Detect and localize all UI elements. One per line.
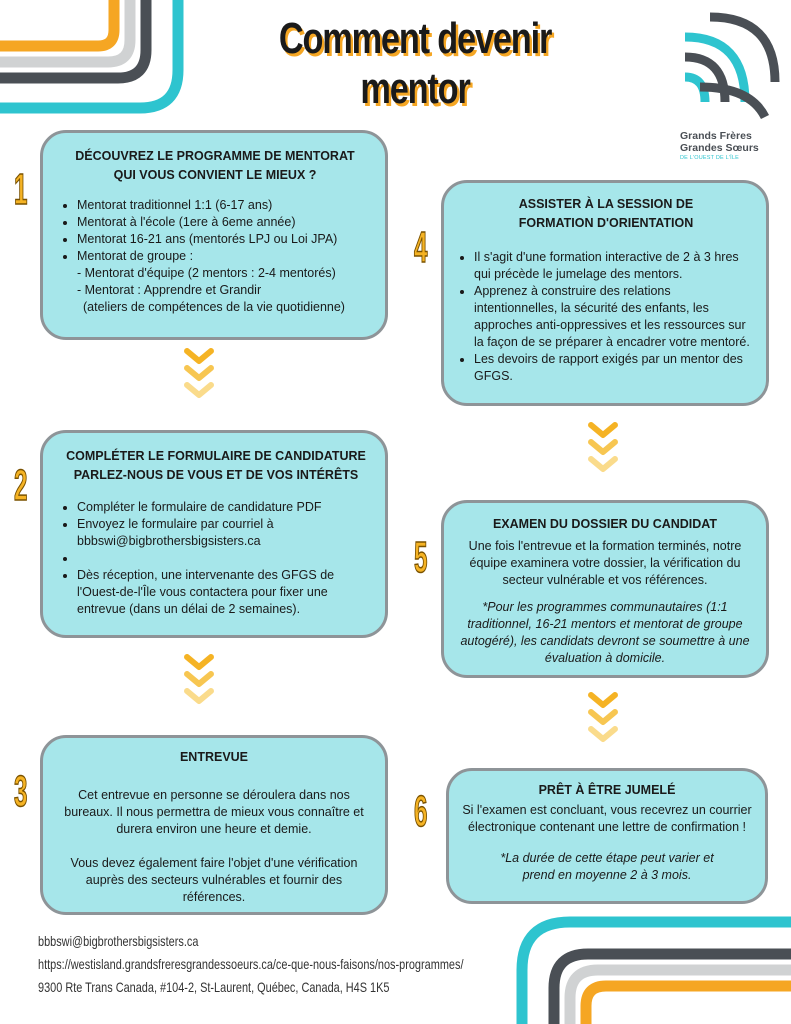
step-4-bullets [456,249,756,385]
step-box-6 [446,768,768,904]
list-item: • Dès réception, une intervenante des GFGS de l'Ouest-de-l'Île vous contactera pour fixer une entrevue (dans un délai de 2 semaines). [77,567,373,618]
chevron-down-icon [586,420,620,476]
step-box-4 [441,180,769,406]
page-title: Comment devenir mentor [278,14,552,113]
organization-logo-icon [680,12,780,122]
footer-address: 9300 Rte Trans Canada, #104-2, St-Laurent, Québec, Canada, H4S 1K5 [38,979,390,995]
step-3-title: ENTREVUE [179,750,249,764]
step-number-3: 3 [14,767,28,816]
footer-contact [38,930,518,999]
list-item: • Mentorat traditionnel 1:1 (6-17 ans) [77,197,371,214]
chevron-down-icon [586,690,620,746]
list-item: • Il s'agit d'une formation interactive de 2 à 3 hres qui précède le jumelage des mentors. [474,249,756,283]
step-number-2: 2 [14,461,28,510]
step-number-5: 5 [414,533,428,582]
step-number-6: 6 [414,787,428,836]
step-6-paragraph-1: Si l'examen est concluant, vous recevrez un courrier électronique contenant une lettre de confirmation ! [462,803,752,834]
footer-email[interactable]: bbbswi@bigbrothersbigsisters.ca [38,933,199,949]
step-2-bullets [59,499,373,618]
list-item: • Mentorat à l'école (1ere à 6eme année) [77,214,371,231]
step-number-1: 1 [14,165,28,214]
chevron-down-icon [182,652,216,708]
step-1-bullets [59,197,371,265]
step-box-3 [40,735,388,915]
list-item: • Les devoirs de rapport exigés par un mentor des GFGS. [474,351,756,385]
list-item: • Mentorat 16-21 ans (mentorés LPJ ou Loi JPA) [77,231,371,248]
step-number-4: 4 [414,223,428,272]
top-left-stripes-decoration [0,0,190,120]
sub-item: - Mentorat : Apprendre et Grandir [77,283,262,297]
logo-line1: Grands Frères [680,130,752,142]
step-2-title: COMPLÉTER LE FORMULAIRE DE CANDIDATURE PARLEZ-NOUS DE VOUS ET DE VOS INTÉRÊTS [66,449,366,482]
step-6-paragraph-2: *La durée de cette étape peut varier et prend en moyenne 2 à 3 mois. [500,851,714,882]
step-3-paragraph-1: Cet entrevue en personne se déroulera dans nos bureaux. Il nous permettra de mieux vous connaître et durera environ une heure et demie. [64,788,364,836]
logo-line2: Grandes Sœurs [680,142,759,154]
chevron-down-icon [182,346,216,402]
list-item: • Apprenez à construire des relations intentionnelles, la sécurité des enfants, les approches anti-oppressives et les ressources sur la façon de se préparer à encadrer votre mentoré. [474,283,756,351]
sub-item: (ateliers de compétences de la vie quotidienne) [83,300,345,314]
step-box-1 [40,130,388,340]
footer-url[interactable]: https://westisland.grandsfreresgrandessoeurs.ca/ce-que-nous-faisons/nos-programmes/ [38,956,464,972]
bottom-right-stripes-decoration [510,914,791,1024]
step-1-title: DÉCOUVREZ LE PROGRAMME DE MENTORAT QUI VOUS CONVIENT LE MIEUX ? [75,149,355,182]
step-box-5 [441,500,769,678]
step-5-title: EXAMEN DU DOSSIER DU CANDIDAT [492,517,718,531]
step-5-paragraph-2: *Pour les programmes communautaires (1:1 traditionnel, 16-21 mentors et mentorat de groupe autogéré), les candidats devront se soumettre à une évaluation à domicile. [460,600,750,665]
logo-text [680,130,785,161]
step-4-title: ASSISTER À LA SESSION DE FORMATION D'ORIENTATION [518,197,694,230]
list-item [77,550,373,567]
list-item: • Mentorat de groupe : [77,248,371,265]
logo-line3: DE L'OUEST DE L'ÎLE [680,155,739,161]
step-3-paragraph-2: Vous devez également faire l'objet d'une vérification auprès des secteurs vulnérables et fournir des références. [70,856,358,904]
list-item: • Envoyez le formulaire par courriel à bbbswi@bigbrothersbigsisters.ca [77,516,373,550]
step-6-title: PRÊT À ÊTRE JUMELÉ [538,783,676,797]
sub-item: - Mentorat d'équipe (2 mentors : 2-4 mentorés) [77,266,336,280]
list-item: • Compléter le formulaire de candidature PDF [77,499,373,516]
step-5-paragraph-1: Une fois l'entrevue et la formation terminés, notre équipe examinera votre dossier, la vérification du secteur vulnérable et vos références. [468,539,742,587]
step-box-2 [40,430,388,638]
